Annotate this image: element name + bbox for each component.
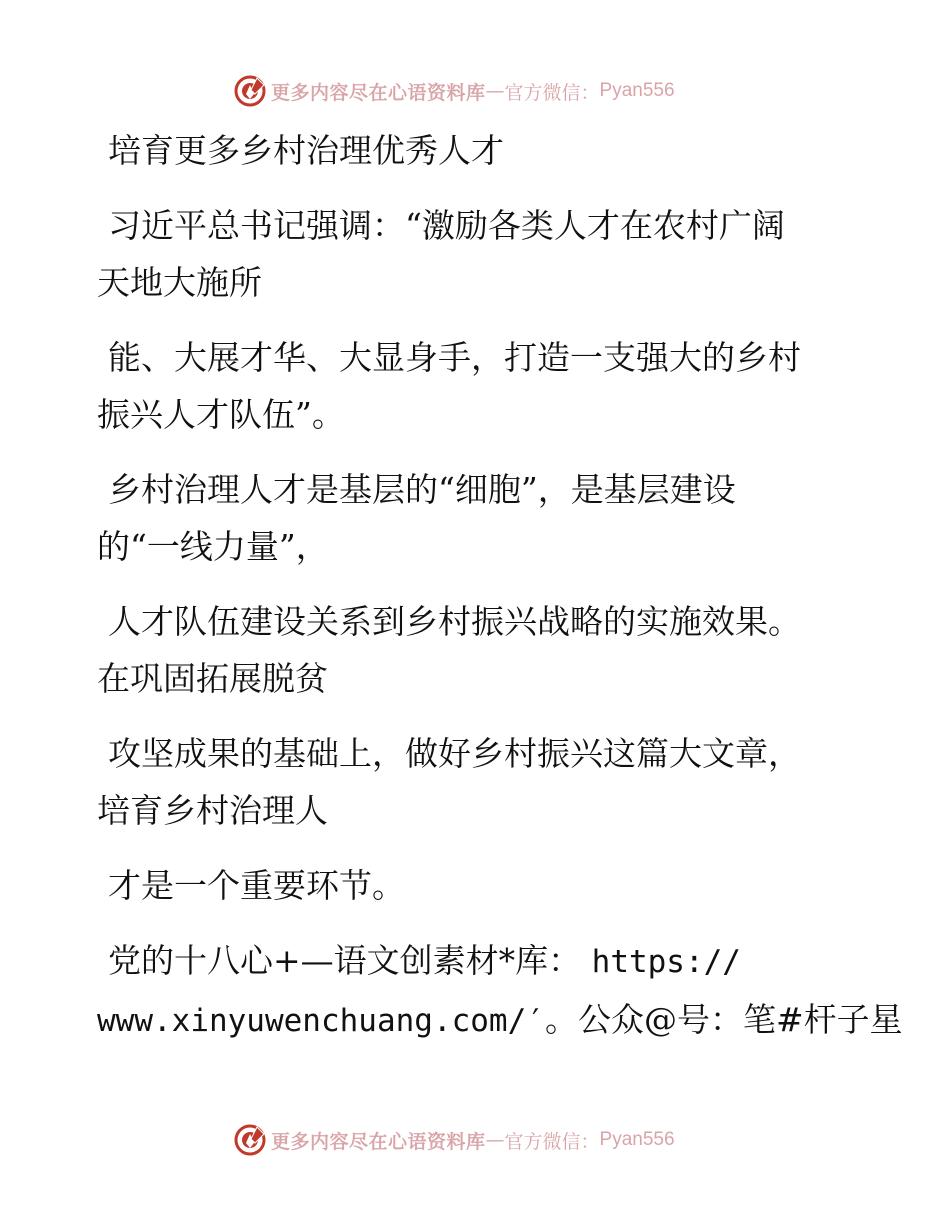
paragraph: [97, 329, 857, 443]
paragraph-line: 在巩固拓展脱贫: [97, 659, 328, 698]
paragraph-line: 天地大施所: [97, 263, 262, 302]
pen-circle-logo-icon: [233, 1123, 267, 1157]
footer-note: [97, 932, 903, 1050]
banner-site-text: 更多内容尽在心语资料库: [271, 1130, 486, 1153]
banner-separator: —: [485, 80, 505, 102]
paragraph: [97, 857, 857, 914]
banner-wechat-id: Pyan556: [599, 80, 675, 101]
paragraph: [97, 461, 857, 575]
footer-banner: [233, 1121, 675, 1159]
paragraph: [97, 725, 857, 839]
paragraph-line: 乡村治理人才是基层的“细胞”，是基层建设: [108, 470, 736, 509]
paragraph-line: 习近平总书记强调：“激励各类人才在农村广阔: [108, 206, 785, 245]
paragraph-line: 攻坚成果的基础上，做好乡村振兴这篇大文章，: [108, 734, 801, 773]
banner-site-text: 更多内容尽在心语资料库: [271, 81, 486, 104]
document-body: [97, 122, 903, 1068]
paragraph-line: 振兴人才队伍”。: [97, 395, 345, 434]
paragraph-line: 的“一线力量”，: [97, 527, 329, 566]
header-banner: [233, 72, 675, 110]
title-text: 培育更多乡村治理优秀人才: [108, 131, 504, 170]
banner-wechat-label: 官方微信：: [504, 1130, 600, 1153]
document-title: [97, 122, 857, 179]
pen-circle-logo-icon: [233, 74, 267, 108]
paragraph: [97, 593, 857, 707]
footer-note-url: https://: [591, 944, 741, 980]
paragraph: [97, 197, 857, 311]
paragraph-line: 培育乡村治理人: [97, 791, 328, 830]
banner-wechat-label: 官方微信：: [504, 81, 600, 104]
footer-note-text: 。公众@号：笔#杆子星: [544, 1000, 903, 1039]
footer-note-text: 党的十八心+—语文创素材*库：: [108, 941, 582, 980]
footer-note-line: [97, 991, 903, 1050]
paragraph-line: 能、大展才华、大显身手，打造一支强大的乡村: [108, 338, 801, 377]
paragraph-line: 才是一个重要环节。: [108, 866, 405, 905]
paragraph-line: 人才队伍建设关系到乡村振兴战略的实施效果。: [108, 602, 801, 641]
footer-note-url: www.xinyuwenchuang.com/′: [97, 1003, 545, 1039]
footer-note-line: [97, 932, 857, 991]
banner-wechat-id: Pyan556: [599, 1129, 675, 1150]
banner-separator: —: [485, 1129, 505, 1151]
